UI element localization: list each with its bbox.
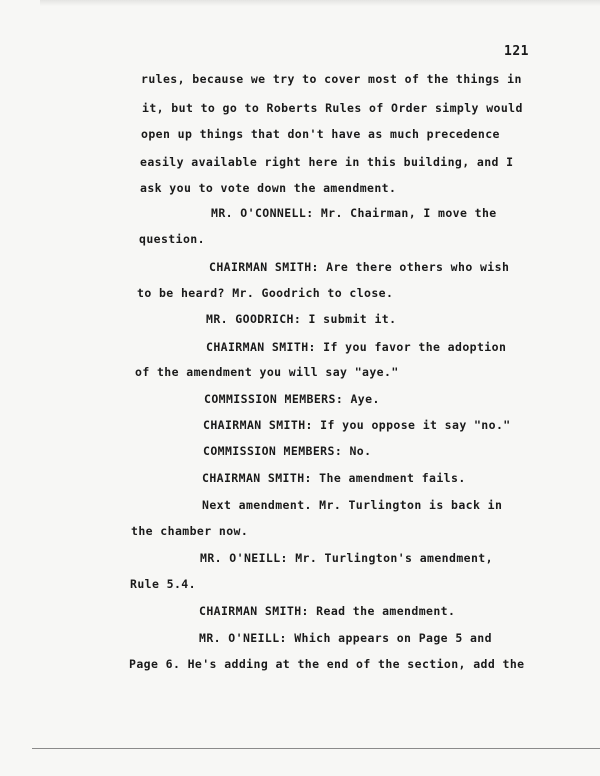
transcript-line: Page 6. He's adding at the end of the section, add the (129, 657, 525, 671)
transcript-line: open up things that don't have as much precedence (141, 127, 500, 141)
transcript-line: question. (139, 232, 205, 246)
transcript-line: ask you to vote down the amendment. (140, 181, 397, 195)
speaker-line: MR. O'CONNELL: Mr. Chairman, I move the (211, 206, 497, 220)
speaker-line: CHAIRMAN SMITH: If you oppose it say "no." (203, 418, 511, 432)
transcript-line: the chamber now. (131, 524, 249, 538)
transcript-line: of the amendment you will say "aye." (135, 365, 399, 379)
transcript-line: easily available right here in this building, and I (140, 155, 514, 169)
speaker-line: COMMISSION MEMBERS: Aye. (204, 392, 380, 406)
page-bottom-rule (32, 748, 600, 749)
transcript-line: rules, because we try to cover most of the things in (141, 72, 522, 86)
scan-top-edge (40, 0, 600, 6)
transcript-line: Rule 5.4. (130, 577, 196, 591)
speaker-line: CHAIRMAN SMITH: If you favor the adoption (206, 340, 507, 354)
speaker-line: CHAIRMAN SMITH: Read the amendment. (199, 604, 456, 618)
speaker-line: MR. O'NEILL: Mr. Turlington's amendment, (200, 551, 493, 565)
transcript-line: to be heard? Mr. Goodrich to close. (137, 286, 394, 300)
speaker-line: MR. O'NEILL: Which appears on Page 5 and (199, 631, 492, 645)
page-number: 121 (504, 44, 529, 59)
transcript-line: it, but to go to Roberts Rules of Order simply would (142, 101, 523, 115)
transcript-line: Next amendment. Mr. Turlington is back in (202, 498, 503, 512)
speaker-line: COMMISSION MEMBERS: No. (203, 444, 372, 458)
speaker-line: CHAIRMAN SMITH: The amendment fails. (202, 471, 466, 485)
speaker-line: MR. GOODRICH: I submit it. (206, 312, 397, 326)
speaker-line: CHAIRMAN SMITH: Are there others who wish (209, 260, 510, 274)
